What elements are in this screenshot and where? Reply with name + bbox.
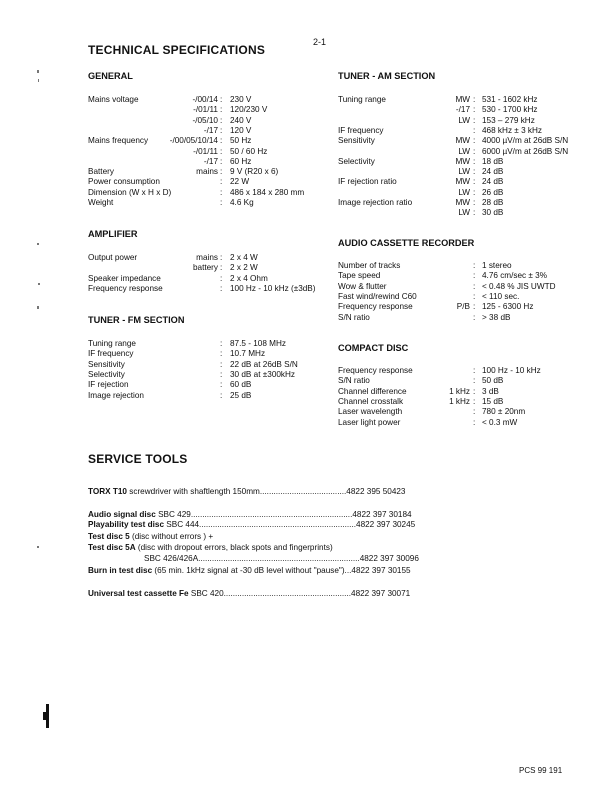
spec-colon: : [473, 177, 476, 187]
spec-colon: : [473, 302, 476, 312]
spec-value: 3 dB [482, 386, 499, 396]
spec-colon: : [220, 95, 223, 104]
spec-qualifier: -/17 [455, 105, 470, 115]
spec-qualifier: MW [455, 95, 470, 104]
spec-colon: : [473, 125, 476, 135]
tool-test-cassette: Universal test cassette Fe SBC 420........................................................4822 397 30071 [88, 589, 411, 598]
spec-value: 4.6 Kg [230, 198, 254, 207]
spec-qualifier: MW [455, 136, 470, 146]
spec-value: 780 ± 20nm [482, 407, 526, 417]
spec-label: IF frequency [338, 125, 384, 135]
spec-label: Mains frequency [88, 136, 149, 146]
spec-value: 28 dB [482, 198, 504, 207]
spec-value: 1 stereo [482, 261, 512, 270]
spec-row [0, 95, 614, 105]
spec-label: Image rejection ratio [338, 198, 413, 207]
spec-value: 486 x 184 x 280 mm [230, 187, 305, 197]
spec-row [0, 116, 614, 126]
spec-label: Weight [88, 198, 114, 207]
spec-colon: : [220, 359, 223, 369]
spec-value: 4.76 cm/sec ± 3% [482, 271, 548, 281]
spec-row [0, 105, 614, 115]
spec-row [0, 126, 614, 136]
spec-value: 120 V [230, 125, 252, 135]
spec-row [0, 188, 614, 198]
spec-row [0, 282, 614, 292]
spec-qualifier: -/01/11 [193, 146, 218, 156]
spec-value: 153 – 279 kHz [482, 115, 535, 125]
spec-colon: : [473, 417, 476, 427]
spec-label: Sensitivity [338, 136, 375, 146]
spec-value: 18 dB [482, 156, 504, 166]
spec-label: Laser light power [338, 417, 401, 427]
spec-value: 30 dB [482, 208, 504, 218]
spec-qualifier: LW [458, 115, 470, 125]
spec-label: Image rejection [88, 390, 144, 400]
spec-row [0, 271, 614, 281]
spec-value: 50 dB [482, 376, 504, 386]
scan-speck [37, 243, 39, 245]
spec-value: 2 x 4 Ohm [230, 273, 268, 283]
spec-row [0, 418, 614, 428]
spec-value: 2 x 4 W [230, 253, 258, 262]
spec-colon: : [220, 198, 223, 207]
spec-value: > 38 dB [482, 312, 511, 322]
spec-label: Output power [88, 253, 138, 262]
spec-qualifier: LW [458, 187, 470, 197]
spec-qualifier: LW [458, 146, 470, 156]
tool-audio-signal-disc: Audio signal disc SBC 429.......................................................................4822 397 30184 [88, 510, 412, 519]
spec-value: 240 V [230, 115, 252, 125]
spec-value: 24 dB [482, 167, 504, 177]
spec-value: 87.5 - 108 MHz [230, 339, 286, 348]
spec-value: < 0.3 mW [482, 417, 518, 427]
spec-value: 2 x 2 W [230, 263, 258, 273]
spec-label: Speaker impedance [88, 273, 161, 283]
spec-label: IF rejection ratio [338, 177, 397, 187]
spec-value: 100 Hz - 10 kHz (±3dB) [230, 283, 316, 293]
spec-value: 60 dB [230, 380, 252, 390]
spec-value: 230 V [230, 95, 252, 104]
spec-colon: : [473, 376, 476, 386]
spec-colon: : [473, 146, 476, 156]
spec-qualifier: P/B [456, 302, 470, 312]
spec-colon: : [473, 366, 476, 375]
spec-value: 60 Hz [230, 156, 252, 166]
scan-speck [37, 306, 39, 309]
spec-colon: : [473, 115, 476, 125]
spec-label: Laser wavelength [338, 407, 403, 417]
spec-qualifier: MW [455, 156, 470, 166]
spec-row [0, 387, 614, 397]
tuner-am-heading: TUNER - AM SECTION [338, 71, 436, 81]
spec-label: Tuning range [88, 339, 136, 348]
spec-label: IF rejection [88, 380, 129, 390]
spec-colon: : [473, 95, 476, 104]
spec-row [0, 339, 614, 349]
spec-colon: : [220, 263, 223, 273]
spec-qualifier: 1 kHz [449, 386, 470, 396]
spec-row [0, 292, 614, 302]
spec-label: Channel crosstalk [338, 396, 404, 406]
spec-label: Wow & flutter [338, 281, 387, 291]
tool-burn-in-disc: Burn in test disc (65 min. 1kHz signal at -30 dB level without "pause")...4822 397 30155 [88, 566, 411, 575]
spec-row [0, 136, 614, 146]
spec-value: 9 V (R20 x 6) [230, 167, 279, 177]
spec-colon: : [473, 105, 476, 115]
spec-colon: : [473, 208, 476, 218]
spec-value: 125 - 6300 Hz [482, 302, 534, 312]
spec-value: 530 - 1700 kHz [482, 105, 538, 115]
spec-label: Fast wind/rewind C60 [338, 291, 417, 301]
spec-row [0, 349, 614, 359]
spec-label: Sensitivity [88, 359, 125, 369]
spec-colon: : [220, 125, 223, 135]
spec-colon: : [220, 349, 223, 359]
spec-value: 531 - 1602 kHz [482, 95, 538, 104]
scan-speck [38, 79, 39, 82]
spec-value: 30 dB at ±300kHz [230, 369, 296, 379]
spec-row [0, 157, 614, 167]
spec-qualifier: -/17 [203, 156, 218, 166]
spec-value: < 0.48 % JIS UWTD [482, 281, 556, 291]
spec-row [0, 302, 614, 312]
page-title: TECHNICAL SPECIFICATIONS [88, 43, 266, 57]
spec-colon: : [220, 390, 223, 400]
spec-row [0, 376, 614, 386]
spec-colon: : [220, 273, 223, 283]
scan-speck [38, 283, 40, 285]
spec-value: 22 W [230, 177, 250, 187]
spec-qualifier: 1 kHz [449, 396, 470, 406]
spec-value: 22 dB at 26dB S/N [230, 359, 298, 369]
spec-value: 468 kHz ± 3 kHz [482, 125, 543, 135]
cd-heading: COMPACT DISC [338, 343, 409, 353]
tool-torx: TORX T10 screwdriver with shaftlength 150mm......................................4822 395 50423 [88, 487, 406, 496]
spec-row [0, 397, 614, 407]
spec-colon: : [473, 198, 476, 207]
spec-label: Selectivity [88, 369, 125, 379]
spec-colon: : [220, 115, 223, 125]
spec-value: 6000 µV/m at 26dB S/N [482, 146, 569, 156]
spec-colon: : [220, 105, 223, 115]
spec-label: Mains voltage [88, 95, 139, 104]
spec-qualifier: -/17 [203, 125, 218, 135]
spec-label: Power consumption [88, 177, 160, 187]
spec-colon: : [220, 187, 223, 197]
spec-colon: : [220, 177, 223, 187]
spec-qualifier: -/01/11 [193, 105, 218, 115]
spec-label: Frequency response [338, 302, 413, 312]
spec-row [0, 313, 614, 323]
footer-code: PCS 99 191 [519, 766, 563, 775]
spec-qualifier: MW [455, 198, 470, 207]
spec-colon: : [473, 136, 476, 146]
spec-row [0, 198, 614, 208]
binding-hole-mark [43, 712, 46, 720]
spec-colon: : [220, 146, 223, 156]
spec-value: 4000 µV/m at 26dB S/N [482, 136, 569, 146]
spec-row [0, 261, 614, 271]
tool-test-disc-5a: Test disc 5A (disc with dropout errors, black spots and fingerprints) [88, 543, 333, 552]
spec-label: Channel difference [338, 386, 407, 396]
spec-value: 24 dB [482, 177, 504, 187]
spec-colon: : [473, 407, 476, 417]
spec-colon: : [220, 339, 223, 348]
spec-colon: : [473, 271, 476, 281]
spec-colon: : [473, 187, 476, 197]
spec-colon: : [473, 396, 476, 406]
spec-row [0, 366, 614, 376]
spec-colon: : [473, 156, 476, 166]
spec-value: 50 / 60 Hz [230, 146, 268, 156]
spec-value: < 110 sec. [482, 291, 520, 301]
amplifier-heading: AMPLIFIER [88, 229, 138, 239]
spec-label: Tape speed [338, 271, 381, 281]
spec-colon: : [473, 312, 476, 322]
spec-label: Number of tracks [338, 261, 401, 270]
spec-label: Selectivity [338, 156, 375, 166]
tuner-fm-heading: TUNER - FM SECTION [88, 315, 185, 325]
spec-colon: : [473, 281, 476, 291]
spec-value: 15 dB [482, 396, 504, 406]
service-tools-heading: SERVICE TOOLS [88, 452, 188, 466]
spec-label: Tuning range [338, 95, 386, 104]
spec-qualifier: -/00/14 [192, 95, 218, 104]
spec-qualifier: mains [196, 167, 218, 177]
spec-label: IF frequency [88, 349, 134, 359]
spec-label: Battery [88, 167, 114, 177]
spec-label: S/N ratio [338, 312, 370, 322]
spec-row [0, 177, 614, 187]
spec-row [0, 407, 614, 417]
spec-qualifier: mains [196, 253, 218, 262]
spec-qualifier: LW [458, 208, 470, 218]
page-number: 2-1 [313, 37, 327, 47]
spec-value: 120/230 V [230, 105, 268, 115]
tool-test-disc-5: Test disc 5 (disc without errors ) + [88, 532, 214, 541]
spec-colon: : [220, 369, 223, 379]
spec-value: 10.7 MHz [230, 349, 266, 359]
spec-label: Dimension (W x H x D) [88, 187, 172, 197]
spec-value: 25 dB [230, 390, 252, 400]
spec-qualifier: MW [455, 177, 470, 187]
spec-row [0, 208, 614, 218]
tool-playability-disc: Playability test disc SBC 444.....................................................................4822 397 30245 [88, 520, 416, 529]
spec-colon: : [473, 167, 476, 177]
spec-value: 100 Hz - 10 kHz [482, 366, 541, 375]
spec-row [0, 147, 614, 157]
scan-speck [37, 70, 39, 73]
spec-colon: : [220, 156, 223, 166]
spec-qualifier: -/05/10 [192, 115, 218, 125]
spec-qualifier: -/00/05/10/14 [169, 136, 218, 146]
spec-label: S/N ratio [338, 376, 370, 386]
spec-colon: : [220, 136, 223, 146]
spec-colon: : [473, 291, 476, 301]
binding-hole-mark [46, 704, 49, 728]
tool-test-disc-5a-code: SBC 426/426A.......................................................................4822 397 30096 [144, 554, 419, 563]
spec-value: 50 Hz [230, 136, 252, 146]
spec-colon: : [220, 253, 223, 262]
cassette-heading: AUDIO CASSETTE RECORDER [338, 238, 475, 248]
spec-colon: : [473, 261, 476, 270]
spec-colon: : [220, 167, 223, 177]
spec-label: Frequency response [338, 366, 413, 375]
spec-label: Frequency response [88, 283, 163, 293]
spec-qualifier: battery [192, 263, 218, 273]
spec-row [0, 167, 614, 177]
general-heading: GENERAL [88, 71, 133, 81]
scan-speck [37, 546, 39, 548]
spec-value: 26 dB [482, 187, 504, 197]
spec-colon: : [220, 283, 223, 293]
spec-colon: : [220, 380, 223, 390]
spec-colon: : [473, 386, 476, 396]
spec-qualifier: LW [458, 167, 470, 177]
